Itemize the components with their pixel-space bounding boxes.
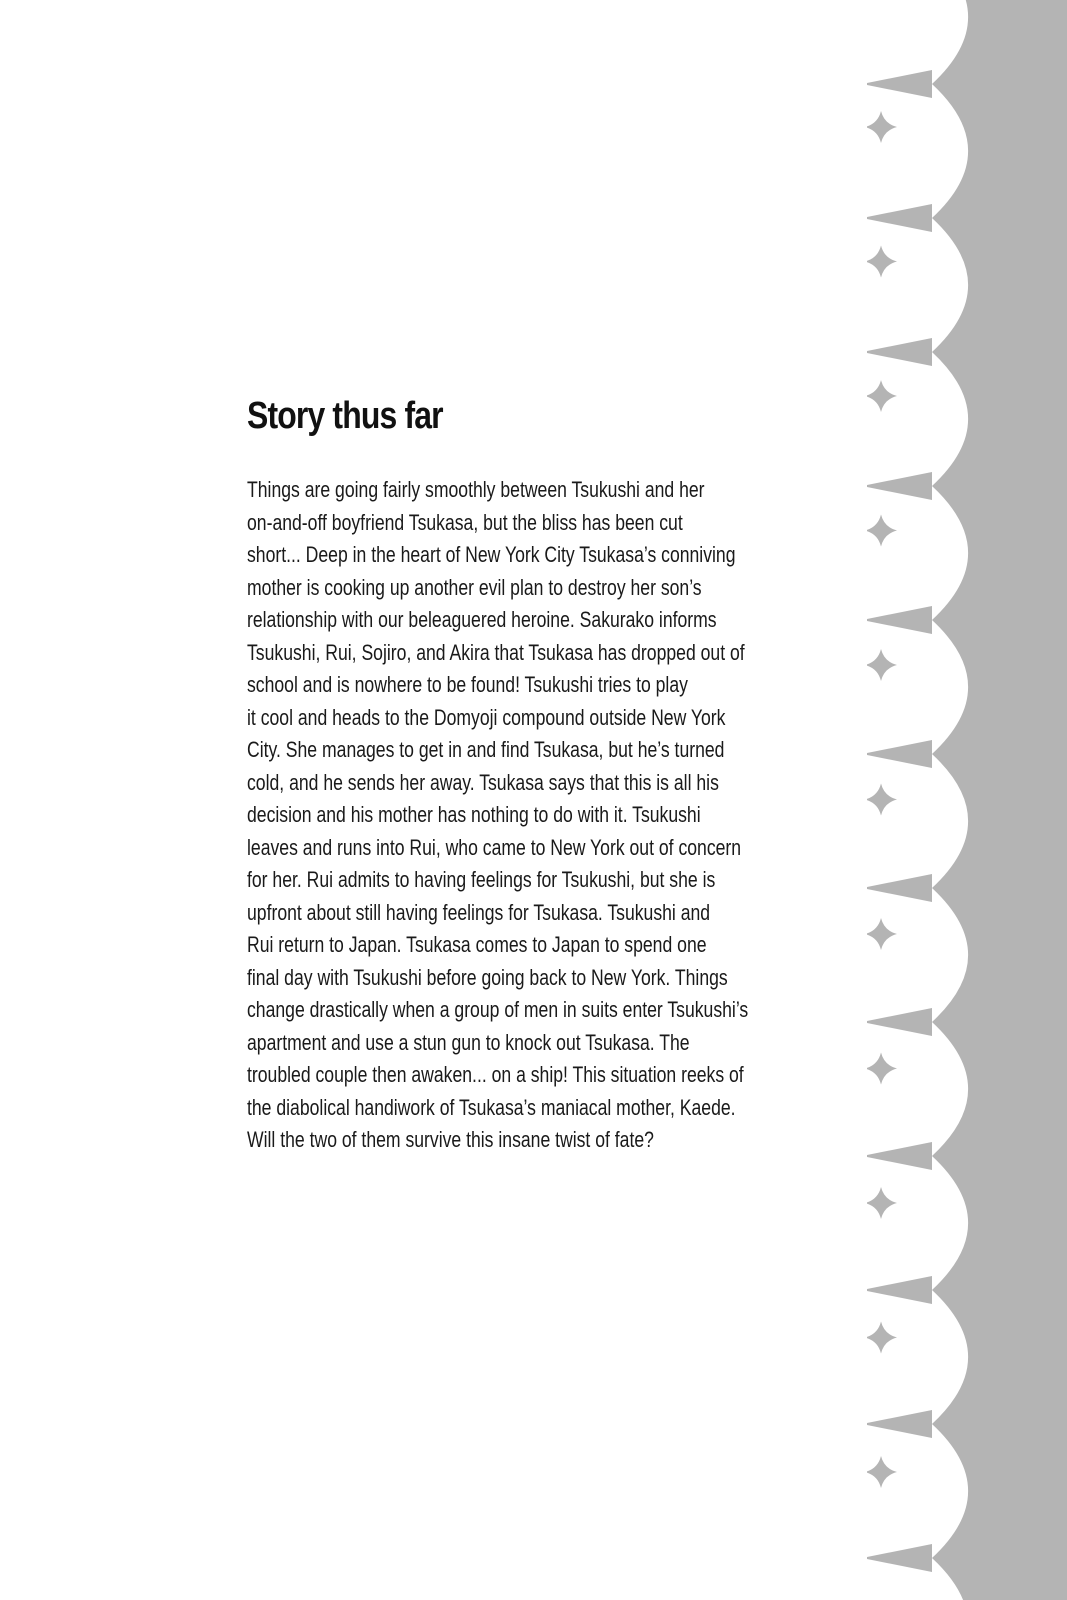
paragraph-line: school and is nowhere to be found! Tsukushi tries to play — [247, 672, 688, 697]
scalloped-border — [867, 0, 1067, 1600]
scallop-tip — [867, 1410, 932, 1438]
paragraph-line: Will the two of them survive this insane twist of fate? — [247, 1127, 654, 1152]
story-paragraph — [247, 474, 747, 1157]
four-point-star-icon — [867, 111, 897, 143]
scallop-tip — [867, 70, 932, 98]
scallop-tip — [867, 338, 932, 366]
four-point-star-icon — [867, 380, 897, 412]
page-title: Story thus far — [247, 395, 443, 437]
paragraph-line: short... Deep in the heart of New York City Tsukasa’s conniving — [247, 542, 736, 567]
paragraph-line: for her. Rui admits to having feelings for Tsukushi, but she is — [247, 867, 716, 892]
paragraph-line: relationship with our beleaguered heroine. Sakurako informs — [247, 607, 717, 632]
paragraph-line: the diabolical handiwork of Tsukasa’s maniacal mother, Kaede. — [247, 1094, 736, 1120]
four-point-star-icon — [867, 649, 897, 681]
four-point-star-icon — [867, 784, 897, 816]
paragraph-line: Things are going fairly smoothly between Tsukushi and her — [247, 477, 705, 502]
paragraph-line: Tsukushi, Rui, Sojiro, and Akira that Tsukasa has dropped out of — [247, 639, 745, 665]
scallop-tip — [867, 606, 932, 634]
scallop-tip — [867, 740, 932, 768]
scallop-tip — [867, 874, 932, 902]
paragraph-line: final day with Tsukushi before going back to New York. Things — [247, 964, 728, 990]
four-point-star-icon — [867, 1322, 897, 1354]
four-point-star-icon — [867, 1187, 897, 1219]
story-section — [247, 395, 747, 1157]
paragraph-line: apartment and use a stun gun to knock out Tsukasa. The — [247, 1029, 690, 1055]
star-group — [867, 0, 932, 1600]
scallop-tip — [867, 1142, 932, 1170]
paragraph-line: troubled couple then awaken... on a ship! This situation reeks of — [247, 1062, 744, 1087]
scallop-tip — [867, 1276, 932, 1304]
four-point-star-icon — [867, 515, 897, 547]
paragraph-line: Rui return to Japan. Tsukasa comes to Japan to spend one — [247, 932, 707, 957]
paragraph-line: City. She manages to get in and find Tsukasa, but he’s turned — [247, 737, 725, 762]
scallop-tip — [867, 204, 932, 232]
four-point-star-icon — [867, 246, 897, 278]
paragraph-line: on-and-off boyfriend Tsukasa, but the bliss has been cut — [247, 509, 683, 535]
scallop-tip — [867, 1544, 932, 1572]
paragraph-line: mother is cooking up another evil plan to destroy her son’s — [247, 574, 702, 600]
paragraph-line: it cool and heads to the Domyoji compound outside New York — [247, 704, 726, 730]
scallop-tip — [867, 1008, 932, 1036]
scallop-shape — [932, 0, 1067, 1600]
four-point-star-icon — [867, 1456, 897, 1488]
paragraph-line: leaves and runs into Rui, who came to New York out of concern — [247, 834, 742, 860]
paragraph-line: upfront about still having feelings for Tsukasa. Tsukushi and — [247, 899, 711, 925]
scallop-tip — [867, 472, 932, 500]
paragraph-line: change drastically when a group of men in suits enter Tsukushi’s — [247, 997, 749, 1022]
paragraph-line: cold, and he sends her away. Tsukasa says that this is all his — [247, 769, 719, 795]
four-point-star-icon — [867, 1053, 897, 1085]
paragraph-line: decision and his mother has nothing to do with it. Tsukushi — [247, 802, 701, 827]
four-point-star-icon — [867, 918, 897, 950]
